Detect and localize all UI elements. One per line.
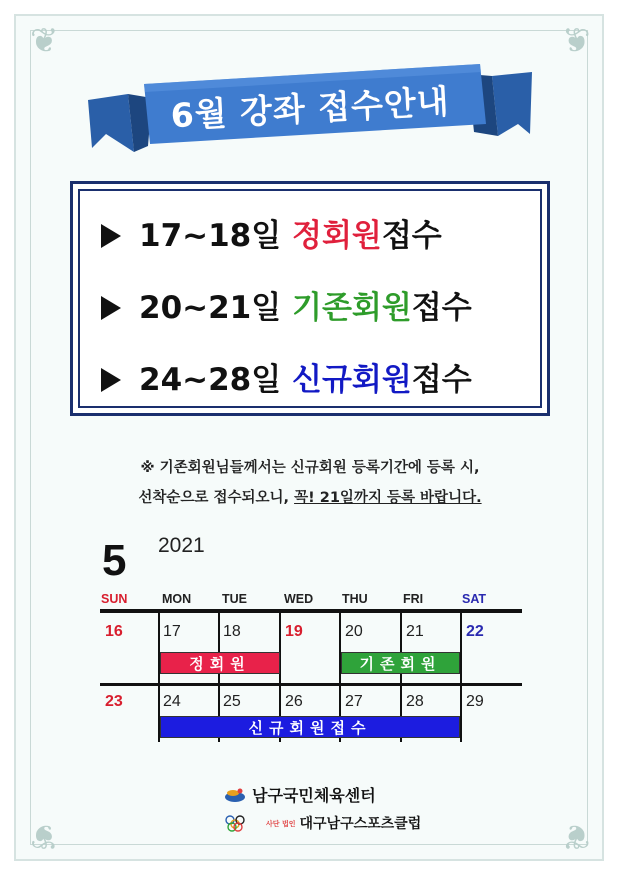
ornament-corner-icon: ❦: [30, 21, 59, 61]
ornament-corner-icon: ❦: [561, 21, 590, 61]
calendar-date: 16: [105, 623, 123, 640]
schedule-dates: 17~18일: [139, 218, 282, 254]
weekday-sat: SAT: [462, 592, 487, 606]
calendar-date: 21: [406, 623, 424, 640]
calendar-divider: [460, 686, 462, 742]
calendar-date: 28: [406, 693, 424, 710]
center-logo-icon: [224, 787, 246, 803]
calendar-date: 26: [285, 693, 303, 710]
calendar-date: 27: [345, 693, 363, 710]
weekday-tue: TUE: [222, 592, 247, 606]
calendar-year: 2021: [158, 534, 205, 557]
calendar-date: 17: [163, 623, 181, 640]
calendar-month: 5: [102, 536, 127, 585]
schedule-line: [101, 210, 442, 255]
weekday-fri: FRI: [403, 592, 424, 606]
club-name-text: 대구남구스포츠클럽: [299, 816, 422, 832]
calendar-date: 20: [345, 623, 363, 640]
calendar-date: 19: [285, 623, 303, 640]
calendar-date: 25: [223, 693, 241, 710]
ornament-corner-icon: ❦: [561, 816, 590, 856]
play-triangle-icon: [101, 296, 121, 320]
play-triangle-icon: [101, 368, 121, 392]
banner-title: 6월 강좌 접수안내: [169, 81, 451, 135]
schedule-dates: 24~28일: [139, 362, 282, 398]
club-logo-icon: [224, 813, 262, 833]
intake-schedule-box: [70, 181, 550, 416]
notice-line-1: ※ 기존회원님들께서는 신규회원 등록기간에 등록 시,: [140, 460, 480, 476]
calendar-date: 23: [105, 693, 123, 710]
calendar-week-rule: [100, 683, 522, 686]
schedule-dates: 20~21일: [139, 290, 282, 326]
ornament-corner-icon: ❦: [30, 816, 59, 856]
regular-member-bar: 정회원: [160, 652, 280, 674]
new-member-bar: 신규회원접수: [160, 716, 460, 738]
center-name-text: 남구국민체육센터: [252, 786, 376, 805]
member-type: 정회원: [292, 218, 382, 254]
schedule-suffix: 접수: [381, 218, 442, 254]
member-type: 신규회원: [292, 362, 412, 398]
member-type: 기존회원: [292, 290, 412, 326]
calendar-top-rule: [100, 609, 522, 613]
calendar-date: 22: [466, 623, 484, 640]
weekday-wed: WED: [284, 592, 314, 606]
play-triangle-icon: [101, 224, 121, 248]
schedule-suffix: 접수: [411, 362, 472, 398]
notice-deadline: 꼭! 21일까지 등록 바랍니다.: [294, 490, 482, 506]
schedule-line: [101, 282, 472, 327]
schedule-line: [101, 354, 472, 399]
calendar-divider: [460, 613, 462, 683]
calendar-date: 24: [163, 693, 181, 710]
calendar-date: 18: [223, 623, 241, 640]
club-prefix: 사단 법인: [266, 820, 296, 828]
weekday-mon: MON: [162, 592, 192, 606]
schedule-suffix: 접수: [411, 290, 472, 326]
club-name: [224, 813, 421, 833]
notice-line-2: [60, 486, 560, 507]
title-ribbon: [88, 54, 532, 154]
weekday-thu: THU: [342, 592, 368, 606]
notice-text: 선착순으로 접수되오니,: [138, 490, 295, 506]
center-name: [224, 783, 376, 806]
existing-member-bar: 기존회원: [341, 652, 460, 674]
calendar-date: 29: [466, 693, 484, 710]
weekday-sun: SUN: [101, 592, 128, 606]
